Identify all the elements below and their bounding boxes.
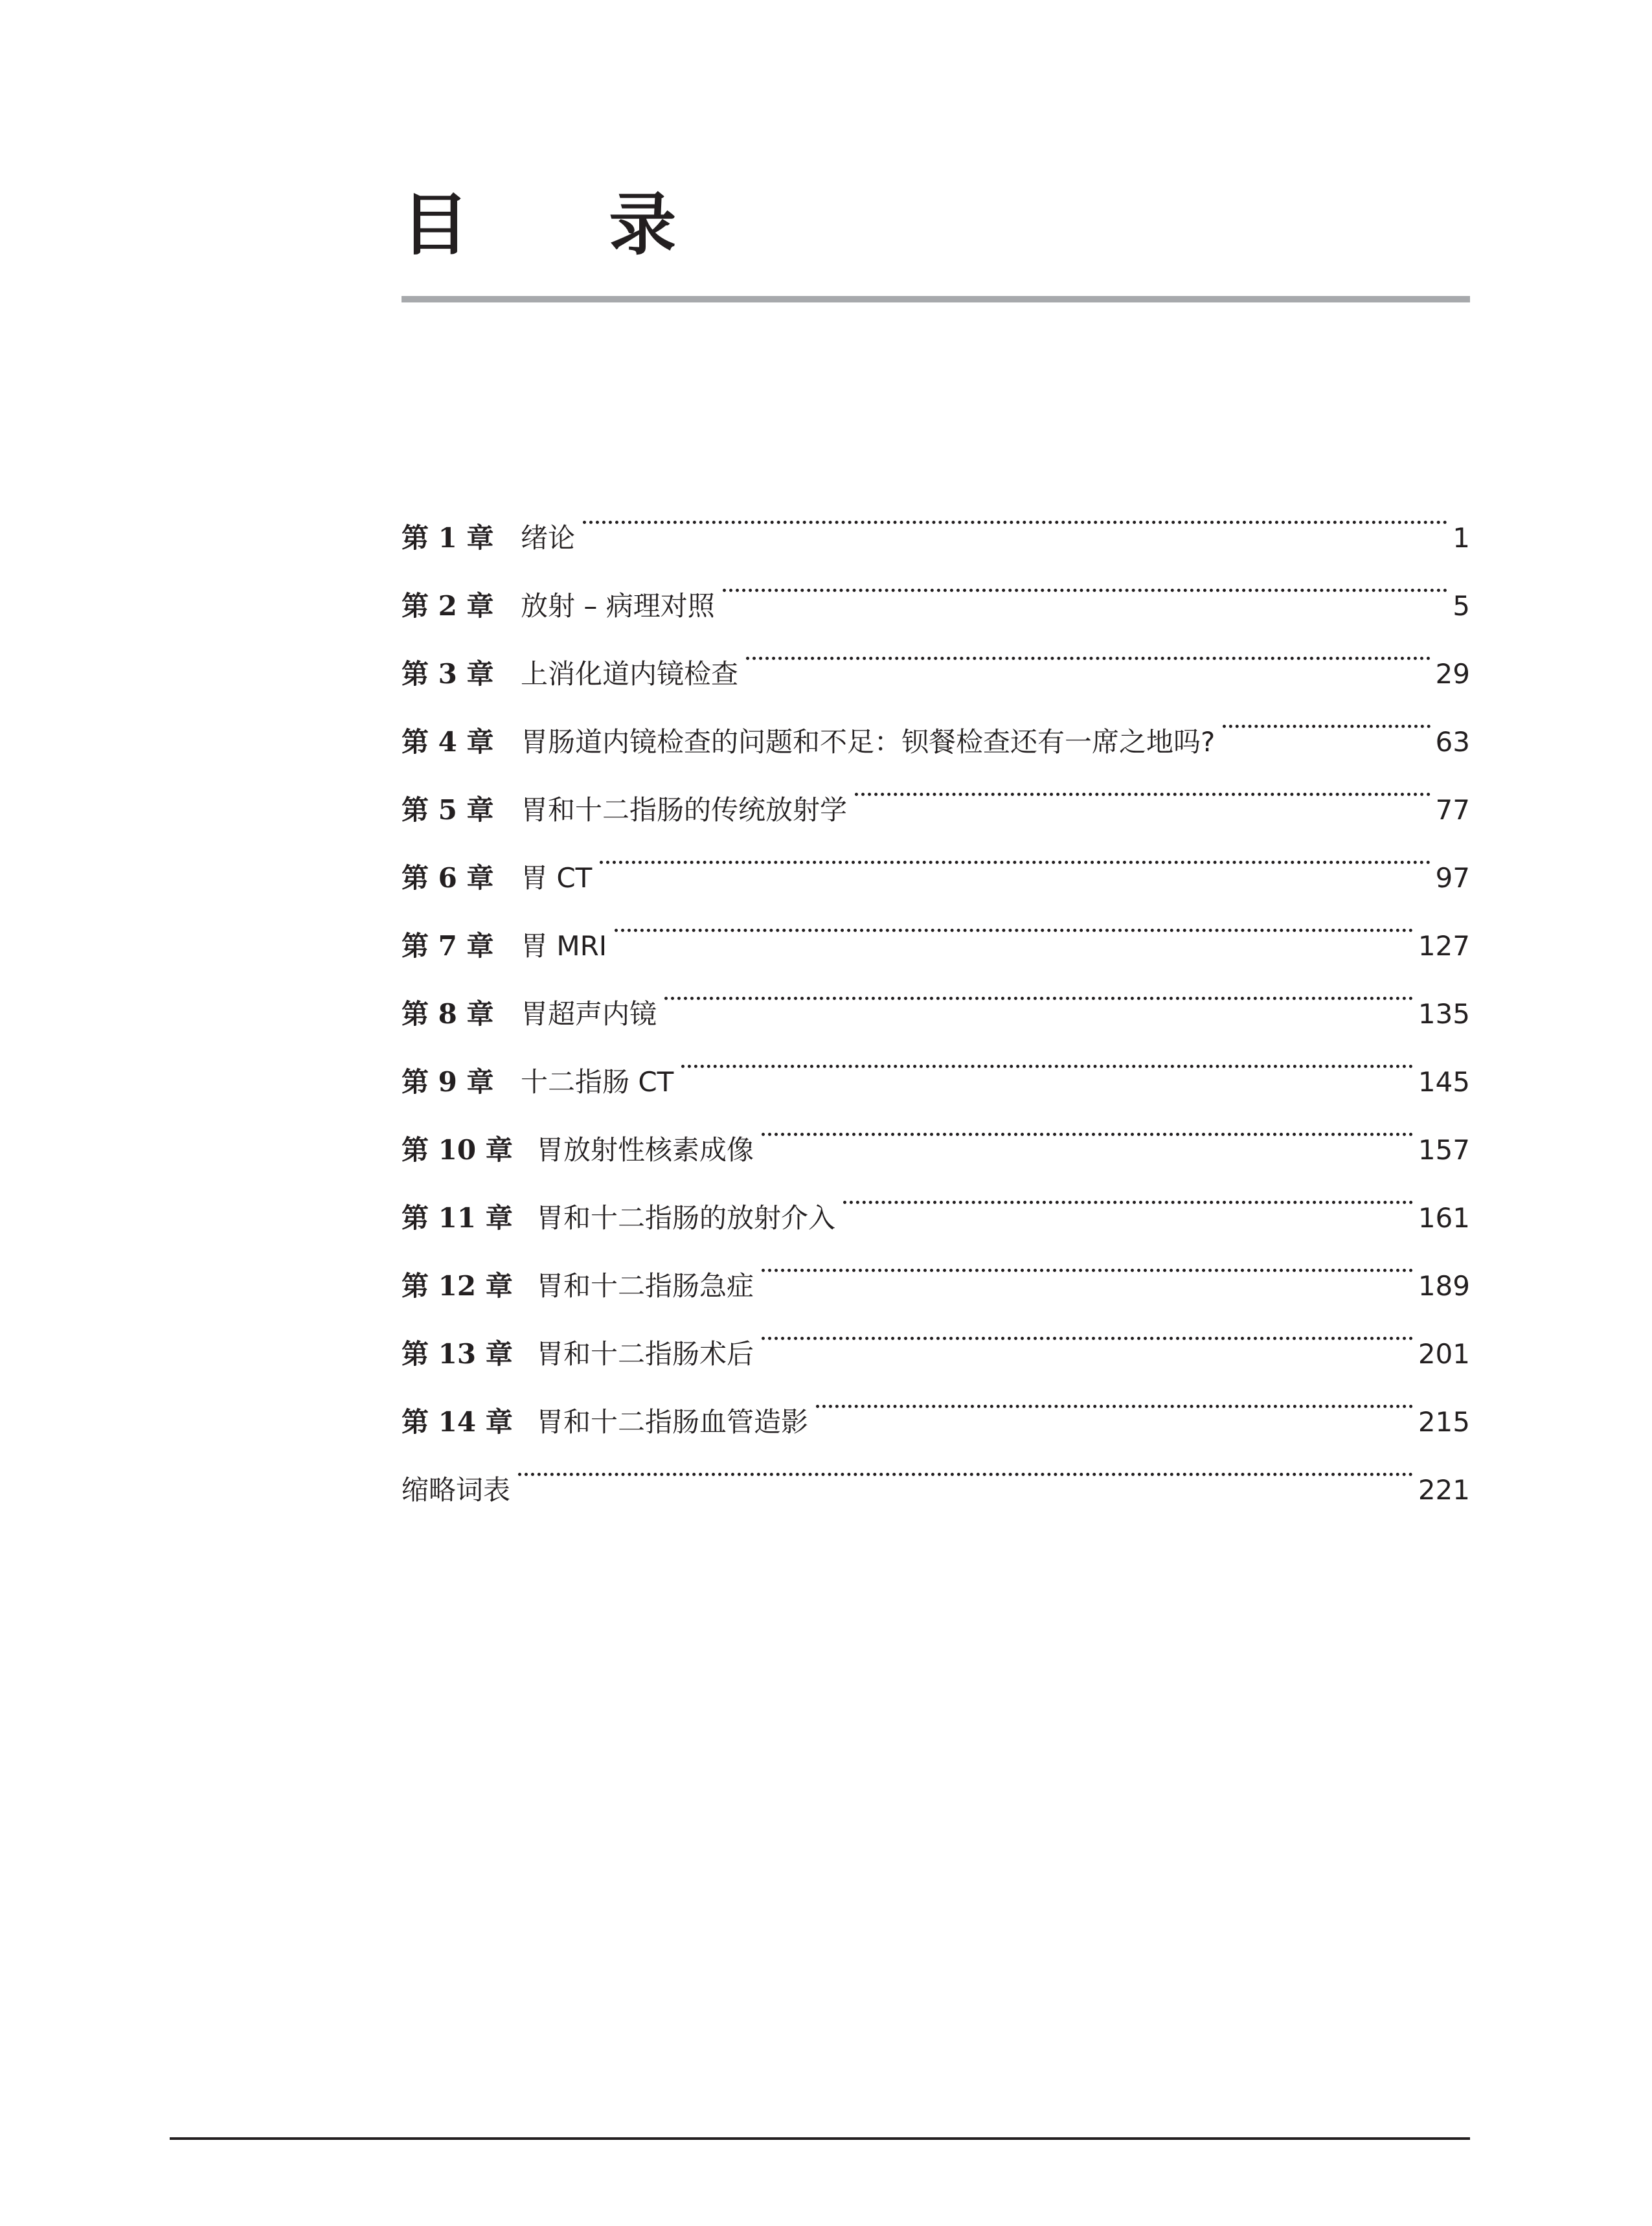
entry-title: 放射 – 病理对照 xyxy=(521,590,715,622)
dot-leader xyxy=(681,1023,1412,1091)
page-number: 97 xyxy=(1435,862,1470,894)
dot-leader xyxy=(615,887,1413,955)
page-title: 目 录 xyxy=(402,185,735,264)
chapter-label: 第 6 章 xyxy=(402,862,494,894)
dot-leader xyxy=(1223,683,1430,751)
entry-title: 胃超声内镜 xyxy=(521,998,657,1030)
table-of-contents xyxy=(402,479,1470,1506)
chapter-label: 第 12 章 xyxy=(402,1270,513,1302)
entry-title: 胃肠道内镜检查的问题和不足：钡餐检查还有一席之地吗? xyxy=(521,726,1216,758)
entry-title: 胃 MRI xyxy=(521,930,607,962)
chapter-label: 第 9 章 xyxy=(402,1066,494,1098)
dot-leader xyxy=(762,1295,1413,1363)
entry-title: 绪论 xyxy=(521,522,576,554)
page-number: 127 xyxy=(1418,930,1470,962)
dot-leader xyxy=(583,479,1447,547)
page-number: 157 xyxy=(1418,1134,1470,1166)
page-number: 161 xyxy=(1418,1202,1470,1234)
footer-divider xyxy=(170,2137,1470,2140)
entry-title: 胃和十二指肠急症 xyxy=(536,1270,754,1302)
chapter-label: 第 7 章 xyxy=(402,930,494,962)
page-number: 5 xyxy=(1453,590,1470,622)
entry-title: 胃和十二指肠术后 xyxy=(536,1338,754,1370)
dot-leader xyxy=(746,615,1431,683)
chapter-label: 第 4 章 xyxy=(402,726,494,758)
chapter-label: 第 2 章 xyxy=(402,590,494,622)
entry-title: 上消化道内镜检查 xyxy=(521,658,739,690)
chapter-label: 第 11 章 xyxy=(402,1202,513,1234)
chapter-label: 第 13 章 xyxy=(402,1338,513,1370)
toc-entry-chapter-1[interactable] xyxy=(402,479,1470,554)
chapter-label: 第 8 章 xyxy=(402,998,494,1030)
chapter-label: 第 14 章 xyxy=(402,1406,513,1438)
dot-leader xyxy=(762,1091,1413,1159)
page-number: 77 xyxy=(1435,794,1470,826)
dot-leader xyxy=(816,1363,1413,1431)
page-number: 145 xyxy=(1418,1066,1470,1098)
page-number: 189 xyxy=(1418,1270,1470,1302)
chapter-label: 第 3 章 xyxy=(402,658,494,690)
entry-title: 十二指肠 CT xyxy=(521,1066,674,1098)
entry-title: 胃 CT xyxy=(521,862,593,894)
entry-title: 胃和十二指肠的传统放射学 xyxy=(521,794,848,826)
dot-leader xyxy=(762,1227,1413,1295)
dot-leader xyxy=(723,547,1448,615)
page-number: 29 xyxy=(1435,658,1470,690)
title-divider xyxy=(402,296,1470,302)
dot-leader xyxy=(600,819,1430,887)
page-number: 1 xyxy=(1453,522,1470,554)
toc-entry-abbreviations[interactable] xyxy=(402,1431,1470,1506)
chapter-label: 第 5 章 xyxy=(402,794,494,826)
dot-leader xyxy=(664,955,1413,1023)
entry-title: 胃和十二指肠血管造影 xyxy=(536,1406,809,1438)
page-number: 63 xyxy=(1435,726,1470,758)
page-number: 135 xyxy=(1418,998,1470,1030)
page-number: 201 xyxy=(1418,1338,1470,1370)
chapter-label: 第 10 章 xyxy=(402,1134,513,1166)
page-number: 215 xyxy=(1418,1406,1470,1438)
entry-title: 缩略词表 xyxy=(402,1474,511,1506)
page-number: 221 xyxy=(1418,1474,1470,1506)
entry-title: 胃和十二指肠的放射介入 xyxy=(536,1202,836,1234)
chapter-label: 第 1 章 xyxy=(402,522,494,554)
entry-title: 胃放射性核素成像 xyxy=(536,1134,754,1166)
dot-leader xyxy=(855,751,1431,819)
dot-leader xyxy=(843,1159,1413,1227)
dot-leader xyxy=(518,1431,1413,1499)
